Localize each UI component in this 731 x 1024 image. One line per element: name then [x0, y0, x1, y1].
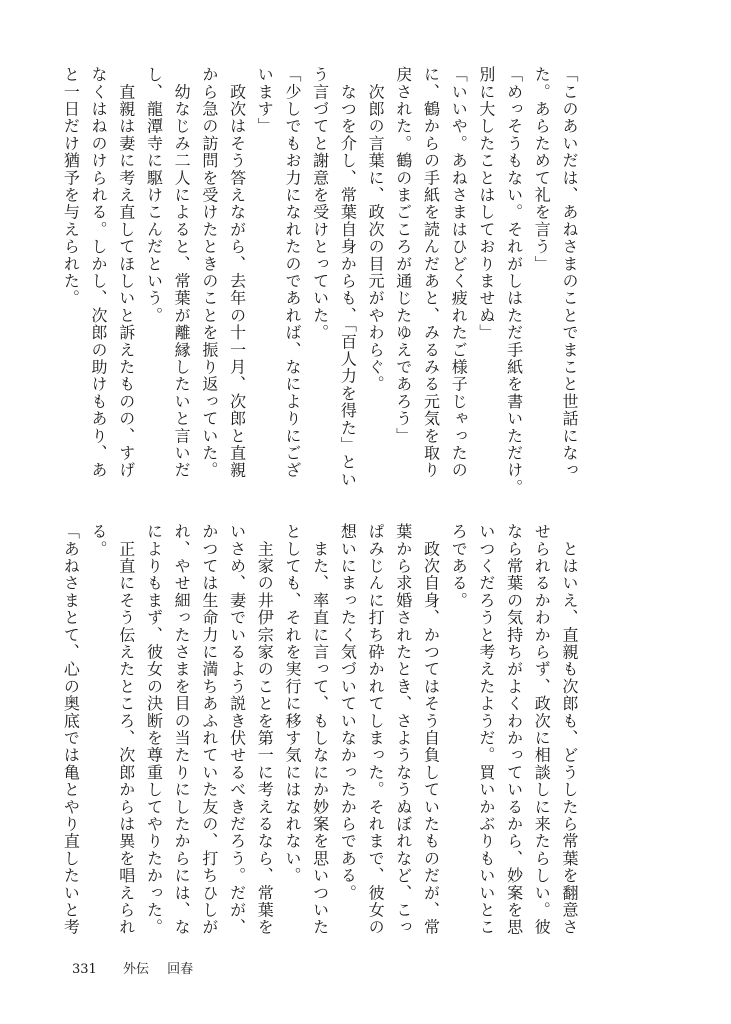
chapter-title: 回春: [167, 962, 194, 977]
page-number: 331: [72, 962, 97, 977]
text-line: に、鶴からの手紙を読んだあと、みるみる元気を取り: [421, 66, 441, 479]
chapter-label: 外伝: [122, 962, 149, 977]
text-line: 直親は妻に考え直してほしいと訴えたものの、すげ: [116, 66, 136, 479]
text-line: かつては生命力に満ちあふれていた友の、打ちひしが: [199, 523, 219, 936]
text-line: 「このあいだは、あねさまのことでまこと世話になっ: [560, 66, 579, 479]
text-line: また、率直に言って、もしなにか妙案を思いついた: [310, 523, 330, 936]
text-line: 「めっそうもない。それがしはただ手紙を書いただけ。: [504, 66, 524, 496]
text-line: とはいえ、直親も次郎も、どうしたら常葉を翻意さ: [560, 523, 579, 936]
text-line: なつを介し、常葉自身からも、「百人力を得た」とい: [338, 66, 358, 488]
text-line: によりもまず、彼女の決断を尊重してやりたかった。: [144, 523, 164, 936]
text-line: し、龍潭寺に駆けこんだという。: [144, 66, 164, 324]
text-line: せられるかわからず、政次に相談しに来たらしい。彼: [532, 523, 552, 936]
text-line: 幼なじみ二人によると、常葉が離縁したいと言いだ: [172, 66, 192, 479]
text-line: 別に大したことはしておりませぬ」: [476, 66, 496, 342]
text-line: る。: [89, 523, 109, 558]
text-line: いさめ、妻でいるよう説き伏せるべきだろう。だが、: [227, 523, 247, 936]
lower-text-block: [61, 523, 583, 953]
text-line: た。あらためて礼を言う」: [532, 66, 552, 273]
text-line: 想いにまったく気づいていなかったからである。: [338, 523, 358, 902]
text-line: 「少しでもお力になれたのであれば、なによりにござ: [282, 66, 302, 479]
text-line: 次郎の言葉に、政次の目元がやわらぐ。: [366, 66, 386, 393]
text-line: ろである。: [449, 523, 469, 609]
text-line: 「いいや。あねさまはひどく疲れたご様子じゃったの: [449, 66, 469, 479]
text-line: います」: [255, 66, 275, 135]
text-line: なくはねのけられる。しかし、次郎の助けもあり、あ: [89, 66, 109, 479]
text-line: う言づてと謝意を受けとっていた。: [310, 66, 330, 342]
upper-text-block: [63, 66, 583, 496]
text-line: 政次自身、かつてはそう自負していたものだが、常: [421, 523, 441, 936]
text-line: いつくだろうと考えたようだ。買いかぶりもいいとこ: [476, 523, 496, 936]
text-line: なら常葉の気持ちがよくわかっているから、妙案を思: [504, 523, 524, 936]
text-line: れ、やせ細ったさまを目の当たりにしたからには、な: [172, 523, 192, 936]
text-line: と一日だけ猶予を与えられた。: [61, 66, 81, 307]
text-line: 葉から求婚されたとき、さようなうぬぼれなど、こっ: [393, 523, 413, 936]
text-line: 正直にそう伝えたところ、次郎からは異を唱えられ: [116, 523, 136, 936]
text-line: ぱみじんに打ち砕かれてしまった。それまで、彼女の: [366, 523, 386, 936]
text-line: 戻された。鶴のまごころが通じたゆえであろう」: [393, 66, 413, 445]
text-line: から急の訪問を受けたときのことを振り返っていた。: [199, 66, 219, 479]
text-line: 主家の井伊宗家のことを第一に考えるなら、常葉を: [255, 523, 275, 936]
text-line: 「あねさまとて、心の奥底では亀とやり直したいと考: [61, 523, 81, 936]
text-line: 政次はそう答えながら、去年の十一月、次郎と直親: [227, 66, 247, 479]
text-line: としても、それを実行に移す気にはなれない。: [282, 523, 302, 885]
page-footer: [72, 958, 193, 977]
